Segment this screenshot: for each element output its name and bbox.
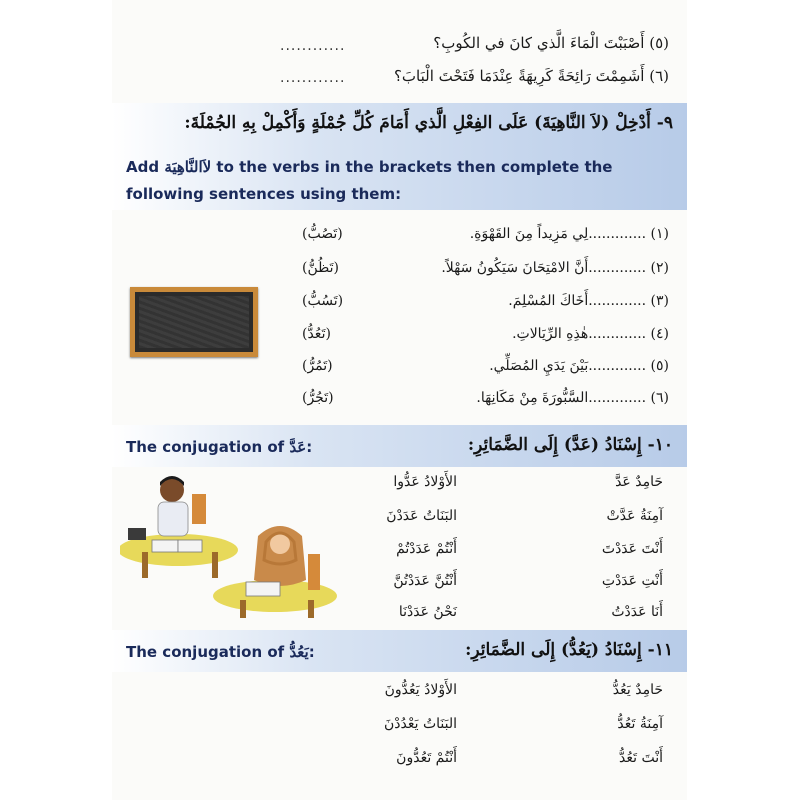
ex11-left-1: الأَوْلادُ يَعُدُّونَ — [384, 682, 457, 698]
ex9-sentence-2: (٢) .............أَنَّ الامْتِحَانَ سَيَكُونُ سَهْلاً. — [441, 260, 669, 276]
exercise-9-title: ٩- أَدْخِلْ (لاَ النَّاهِيَةَ) عَلَى الفِعْلِ الَّذي أَمَامَ كُلِّ جُمْلَةٍ وَأَكْمِلْ بِهِ الجُمْلَةَ: — [184, 113, 673, 133]
ex9-sentence-6: (٦) .............السَّبُّورَةَ مِنْ مَكَانِهَا. — [476, 390, 669, 406]
ex10-right-3: أَنْتَ عَدَدْتَ — [601, 541, 663, 557]
ex9-verb-2: (تَظُنُّ) — [302, 260, 339, 276]
exercise-11-caption: The conjugation of يَعُدُّ: — [126, 643, 315, 661]
textbook-page — [112, 0, 687, 800]
children-studying-illustration — [120, 468, 355, 618]
ex10-left-1: الأَوْلادُ عَدُّوا — [393, 474, 457, 490]
blackboard-illustration — [130, 287, 258, 357]
ex9-verb-4: (تَعُدُّ) — [302, 326, 331, 342]
exercise-10-header — [112, 425, 687, 467]
exercise-11-header — [112, 630, 687, 672]
ex10-left-3: أَنْتُمْ عَدَدْتُمْ — [396, 541, 457, 557]
ex10-right-4: أَنْتِ عَدَدْتِ — [601, 573, 663, 589]
ex9-sentence-4: (٤) .............هٰذِهِ الرِّيَالاتِ. — [512, 326, 669, 342]
ex9-verb-6: (تَجُرُّ) — [302, 390, 334, 406]
ex11-right-2: آمِنَةُ تَعُدُّ — [617, 716, 663, 732]
question-6: (٦) أَشَمِمْتَ رَائِحَةً كَرِيهَةً عِنْدَمَا فَتَحْتَ الْبَابَ؟ — [393, 67, 669, 85]
exercise-9-instruction-line2: following sentences using them: — [126, 185, 402, 203]
ex9-verb-3: (تَسُبُّ) — [302, 293, 344, 309]
answer-blank-5: ............ — [280, 38, 346, 54]
ex10-left-2: البَنَاتُ عَدَدْنَ — [386, 508, 457, 524]
exercise-11-title: ١١- إِسْنَادُ (يَعُدُّ) إِلَى الضَّمَائِرِ: — [465, 640, 673, 660]
ex11-left-2: البَنَاتُ يَعْدُدْنَ — [383, 716, 457, 732]
answer-blank-6: ............ — [280, 70, 346, 86]
ex11-right-1: حَامِدٌ يَعُدُّ — [612, 682, 663, 698]
ex11-right-3: أَنْتَ تَعُدُّ — [619, 750, 663, 766]
exercise-9-instruction-line1: Add لاَالنَّاهِيَة to the verbs in the brackets then complete the — [126, 158, 613, 176]
ex9-verb-5: (تَمُرُّ) — [302, 358, 333, 374]
ex11-left-3: أَنْتُمْ تَعُدُّونَ — [396, 750, 457, 766]
exercise-10-title: ١٠- إِسْنَادُ (عَدَّ) إِلَى الضَّمَائِرِ: — [467, 435, 673, 455]
ex10-left-4: أَنْتُنَّ عَدَدْتُنَّ — [393, 573, 457, 589]
exercise-9-header — [112, 103, 687, 210]
ex10-right-2: آمِنَةُ عَدَّتْ — [606, 508, 663, 524]
ex9-sentence-3: (٣) .............أَخَاكَ المُسْلِمَ. — [508, 293, 669, 309]
ex9-sentence-5: (٥) .............بَيْنَ يَدَيِ المُصَلِّي. — [489, 358, 669, 374]
ex10-left-5: نَحْنُ عَدَدْنَا — [398, 604, 457, 620]
ex9-sentence-1: (١) .............لِي مَزِيداً مِنَ القَهْوَةِ. — [469, 226, 669, 242]
question-5: (٥) أَصْبَبْتَ الْمَاءَ الَّذي كانَ في الكُوبِ؟ — [433, 34, 669, 52]
ex10-right-1: حَامِدٌ عَدَّ — [615, 474, 663, 490]
ex10-right-5: أَنَا عَدَدْتُ — [611, 604, 663, 620]
exercise-10-caption: The conjugation of عَدَّ: — [126, 438, 313, 456]
ex9-verb-1: (تَصُبُّ) — [302, 226, 343, 242]
